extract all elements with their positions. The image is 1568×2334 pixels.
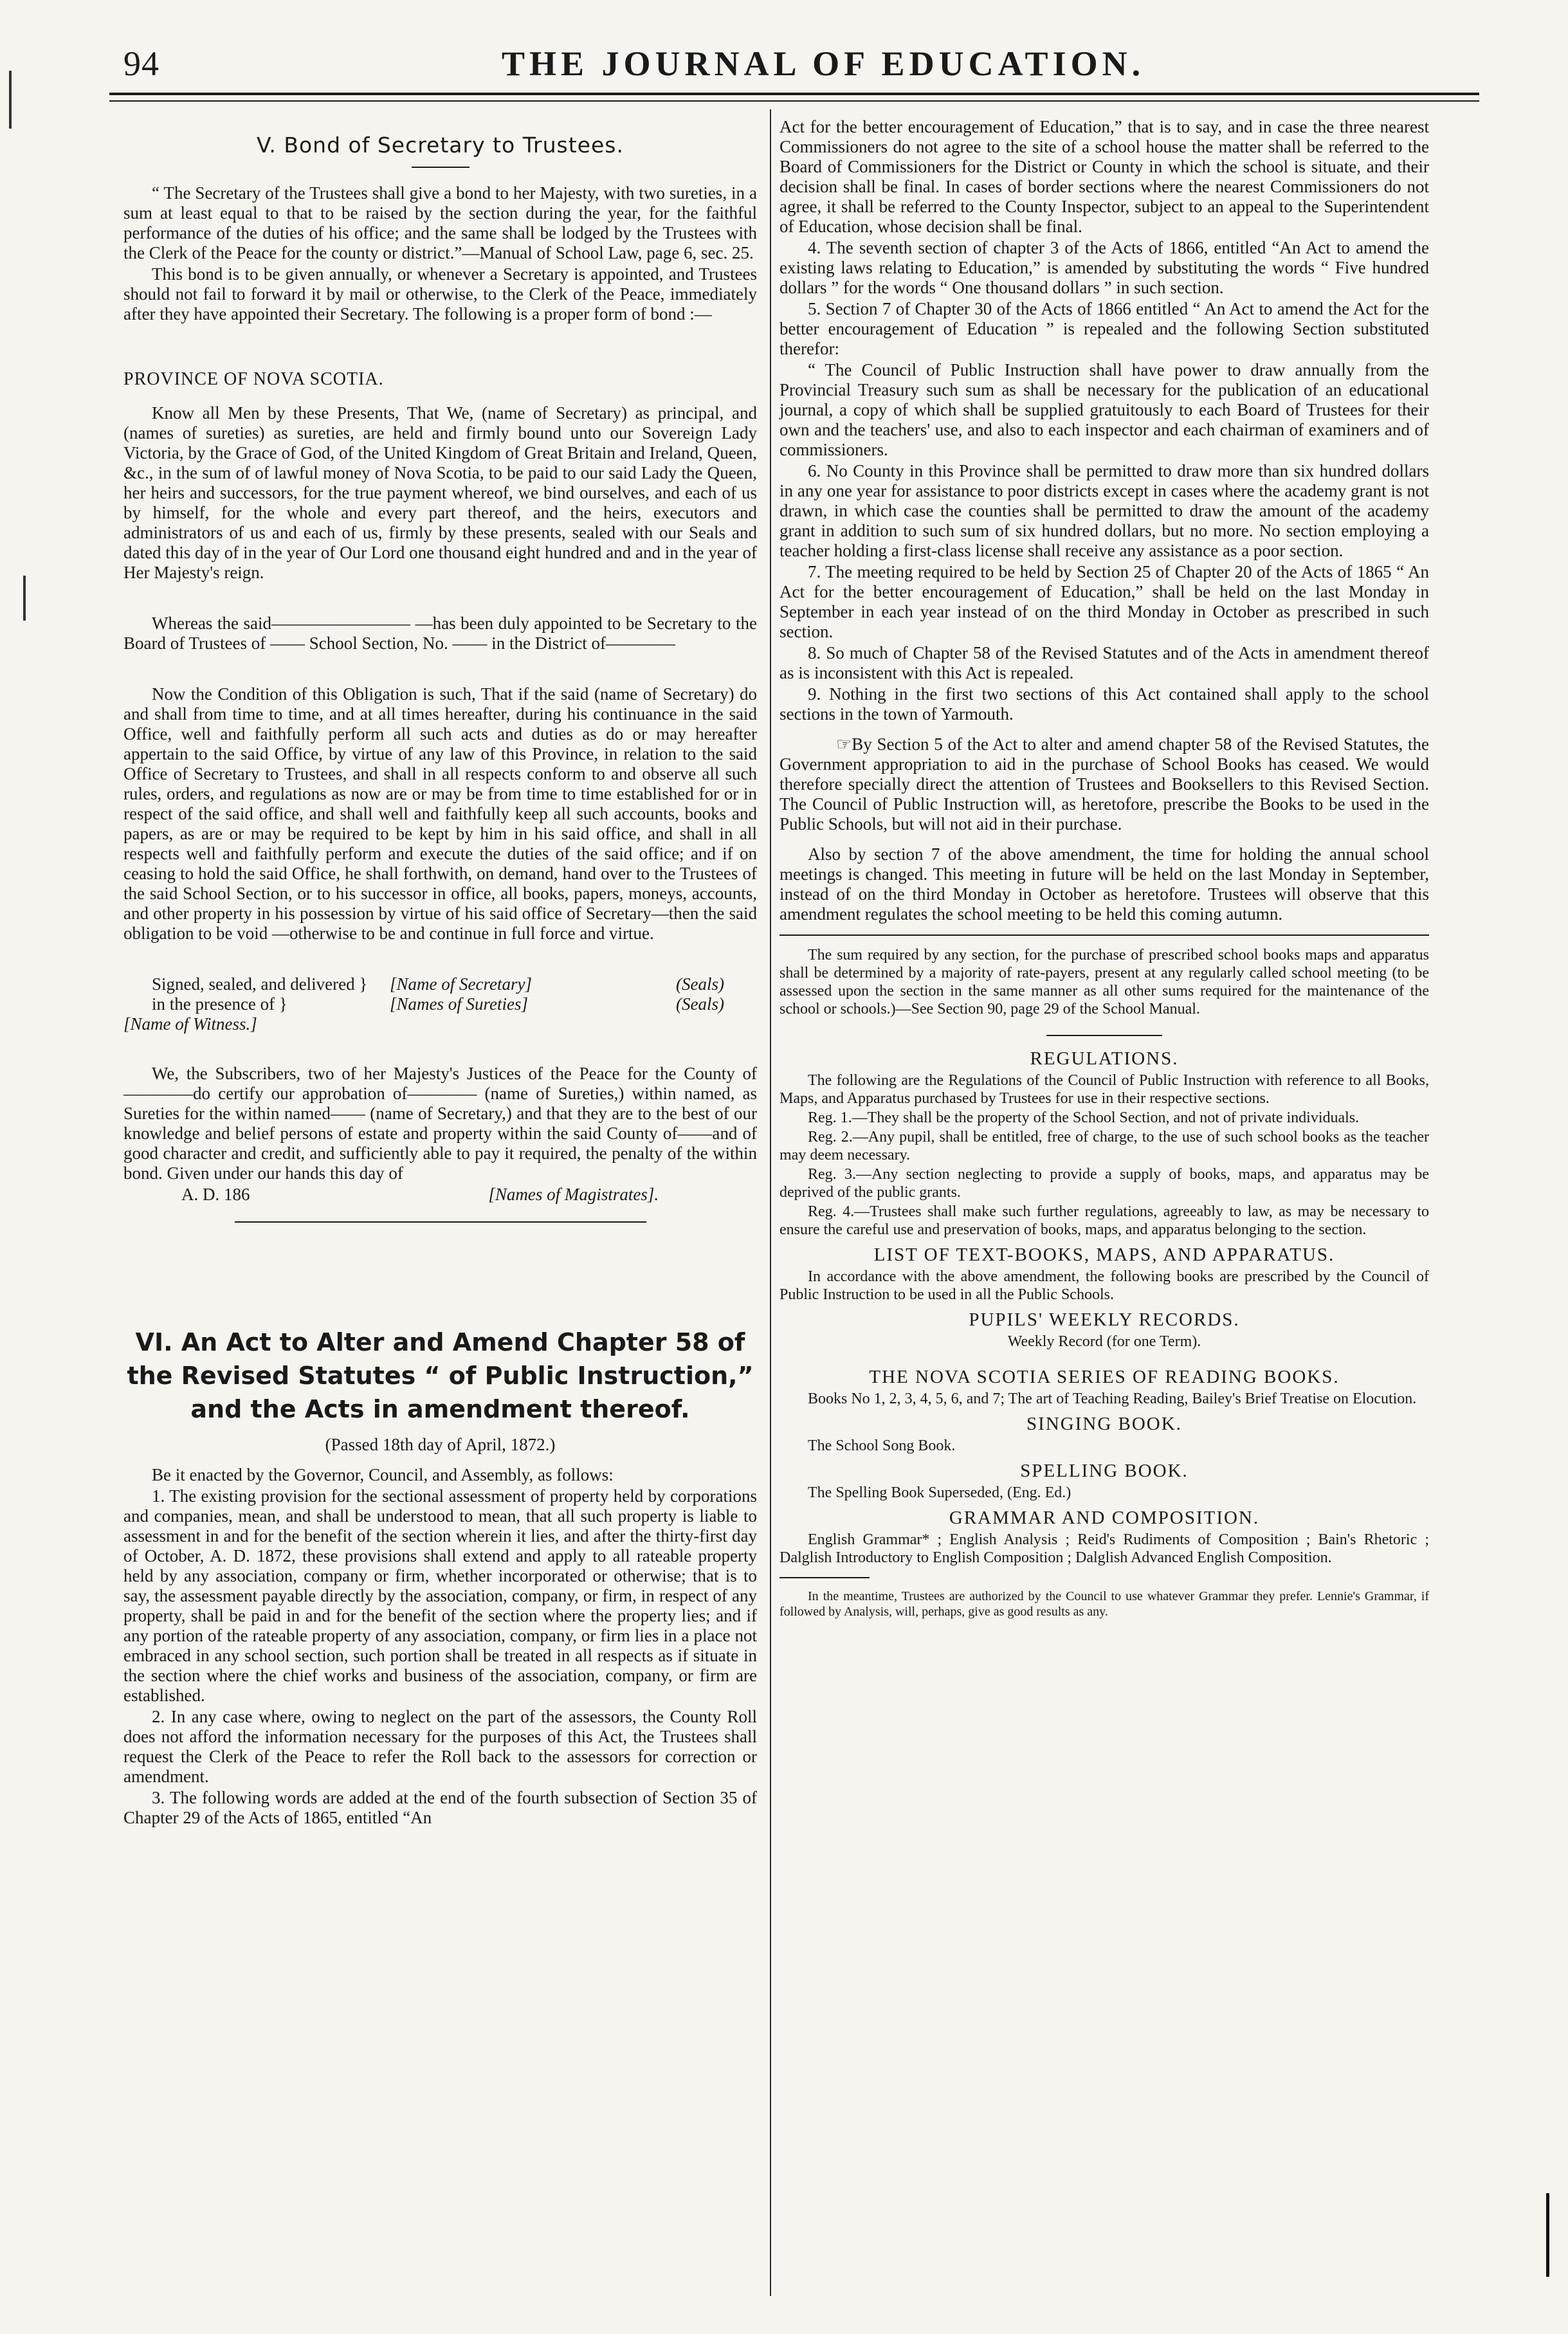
signature-row [123, 1014, 757, 1034]
school-books-notice-text: By Section 5 of the Act to alter and amend chapter 58 of the Revised Statutes, the Government appropriation to aid in the purchase of School Books has ceased. We would therefore specially direct the attention of Trustees and Booksellers to this Revised Section. The Council of Public Instruction will, as heretofore, prescribe the Books to be used in the Public Schools, but will not aid in their purchase. [779, 734, 1429, 834]
scan-margin-mark [9, 71, 12, 129]
header-rule-thick [109, 93, 1479, 95]
column-divider [770, 109, 771, 2296]
footnote-rule [779, 1577, 870, 1578]
witness-name-slot: [Name of Witness.] [123, 1014, 257, 1034]
title-rule [412, 167, 469, 168]
seal-label: (Seals) [676, 974, 724, 994]
running-head: THE JOURNAL OF EDUCATION. [502, 44, 1145, 83]
act-continuation: Act for the better encouragement of Education,” that is to say, and in case the three nearest Commissioners do not agree to the site of a school house the matter shall be referred to the Board of Commissioners for the District or County in which the school is situate, and their decision shall be final. In cases of border sections where the nearest Commissioners do not agree, it shall be referred to the County Inspector, subject to an appeal to the Superintendent of Education, whose decision shall be final. [779, 117, 1429, 236]
singing-book-body: The School Song Book. [808, 1437, 956, 1454]
left-column [123, 116, 757, 1829]
pointing-hand-icon: ☞ [836, 734, 852, 754]
sureties-name-slot: [Names of Sureties] [390, 994, 528, 1014]
act-item-5: 5. Section 7 of Chapter 30 of the Acts of 1866 entitled “ An Act to amend the Act for the better encouragement of Education ” is repealed and the following Section substituted therefor: [779, 299, 1429, 358]
bond-annual-paragraph: This bond is to be given annually, or whenever a Secretary is appointed, and Trustees should not fail to forward it by mail or otherwise, to the Clerk of the Peace, immediately after they have appointed their Secretary. The following is a proper form of bond :— [123, 264, 757, 324]
seal-label: (Seals) [676, 994, 724, 1014]
act-item-6: 6. No County in this Province shall be permitted to draw more than six hundred dollars in any one year for assistance to poor districts except in cases where the academy grant is not drawn, in which case the counties shall be permitted to draw the amount of the academy grant in addition to such sum of six hundred dollars, but no more. No section employing a teacher holding a first-class license shall receive any assistance as a poor section. [779, 461, 1429, 560]
signature-row [123, 994, 757, 1014]
council-quote: “ The Council of Public Instruction shall have power to draw annually from the Provincial Treasury such sum as shall be necessary for the publication of an educational journal, a copy of which shall be supplied gratuitously to each Board of Trustees for their own and the teachers' use, and also to each inspector and each chairman of examiners and of commissioners. [779, 360, 1429, 459]
spelling-book-heading: SPELLING BOOK. [1020, 1461, 1189, 1481]
reading-books-heading: THE NOVA SCOTIA SERIES OF READING BOOKS. [869, 1367, 1340, 1387]
grammar-body: English Grammar* ; English Analysis ; Reid's Rudiments of Composition ; Bain's Rhetoric ; Dalglish Introductory to English Composition ; Dalglish Advanced English Composition. [779, 1531, 1429, 1566]
section-rule [779, 935, 1429, 936]
act-item-4: 4. The seventh section of chapter 3 of the Acts of 1866, entitled “An Act to amend the existing laws relating to Education,” is amended by substituting the words “ Five hundred dollars ” for the words “ One thousand dollars ” in such section. [779, 238, 1429, 297]
section-v-title: V. Bond of Secretary to Trustees. [257, 132, 624, 158]
condition-paragraph: Now the Condition of this Obligation is such, That if the said (name of Secretary) do and shall from time to time, and at all times hereafter, during his continuance in the said Office, well and faithfully perform all such acts and duties as do or may hereafter appertain to the said Office, by virtue of any law of this Province, in relation to the said Office of Secretary to Trustees, and shall in all respects conform to and observe all such rules, orders, and regulations as now are or may be from time to time established for or in respect of the said office, and shall well and faithfully keep all such accounts, books and papers, as are or may be required to be kept by him in his said office, and shall in all respects well and faithfully perform and execute the duties of the said office; and if on ceasing to hold the said Office, he shall forthwith, on demand, hand over to the Trustees of the said School Section, or to his successor in office, all books, papers, moneys, accounts, and other property in his possession by virtue of his said office of Secretary—then the said obligation to be void —otherwise to be and continue in full force and virtue. [123, 684, 757, 943]
singing-book-heading: SINGING BOOK. [1026, 1414, 1182, 1434]
textbook-list-heading: LIST OF TEXT-BOOKS, MAPS, AND APPARATUS. [873, 1244, 1335, 1265]
section-rule [1046, 1035, 1162, 1036]
regulation-1: Reg. 1.—They shall be the property of the School Section, and not of private individuals. [808, 1109, 1360, 1126]
subscribers-paragraph: We, the Subscribers, two of her Majesty's Justices of the Peace for the County of————do certify our approbation of———— (name of Sureties,) within named, as Sureties for the within named—— (name of Secretary,) and that they are to the best of our knowledge and belief persons of estate and property within the said County of——and of good character and credit, and sufficiently able to pay it required, the penalty of the within bond. Given under our hands this day of [123, 1064, 757, 1183]
regulation-4: Reg. 4.—Trustees shall make such further regulations, agreeably to law, as may be necessary to ensure the careful use and preservation of books, maps, and apparatus belonging to the section. [779, 1203, 1429, 1238]
act-item-2: 2. In any case where, owing to neglect on the part of the assessors, the County Roll does not afford the information necessary for the purposes of this Act, the Trustees shall request the Clerk of the Peace to refer the Roll back to the assessors for correction or amendment. [123, 1707, 757, 1786]
pupils-records-body: Weekly Record (for one Term). [1007, 1333, 1201, 1350]
page-number: 94 [123, 44, 160, 83]
textbook-list-intro: In accordance with the above amendment, the following books are prescribed by the Council of Public Instruction to be used in all the Public Schools. [779, 1268, 1429, 1303]
right-column [779, 117, 1429, 1621]
act-item-1: 1. The existing provision for the sectional assessment of property held by corporations and companies, mean, and shall be understood to mean, that all such property is liable to assessment in and for the benefit of the section wherein it lies, and after the thirty-first day of October, A. D. 1872, these provisions shall extend and apply to all rateable property held by any association, company or firm, whether incorporated or otherwise; that is to say, the assessment payable directly by the association, company, or firm, in respect of any property, shall be paid in and for the benefit of the section where the property lies; and if any portion of the rateable property of any association, company, or firm lies in a place not embraced in any school section, such portion shall be treated in all respects as if situate in the section where the chief works and business of the association, company, or firm are established. [123, 1486, 757, 1705]
magistrates-name-slot: [Names of Magistrates]. [488, 1185, 659, 1204]
school-books-notice [779, 734, 1429, 834]
magistrates-row [123, 1185, 757, 1205]
enacted-clause: Be it enacted by the Governor, Council, and Assembly, as follows: [152, 1465, 614, 1484]
meeting-change-notice: Also by section 7 of the above amendment, the time for holding the annual school meetings is changed. This meeting in future will be held on the last Monday in September, instead of on the third Monday in October as heretofore. Trustees will observe that this amendment regulates the school meeting to be held this coming autumn. [779, 844, 1429, 924]
grammar-footnote: In the meantime, Trustees are authorized by the Council to use whatever Grammar they prefer. Lennie's Grammar, if followed by Analysis, will, perhaps, give as good results as any. [779, 1589, 1429, 1619]
act-item-8: 8. So much of Chapter 58 of the Revised Statutes and of the Acts in amendment thereof as is inconsistent with this Act is repealed. [779, 643, 1429, 682]
scan-margin-mark [23, 576, 26, 621]
act-item-7: 7. The meeting required to be held by Section 25 of Chapter 20 of the Acts of 1865 “ An Act for the better encouragement of Education,” shall be held on the last Monday in September in each year instead of on the third Monday in October as prescribed in such section. [779, 562, 1429, 641]
act-item-9: 9. Nothing in the first two sections of this Act contained shall apply to the school sections in the town of Yarmouth. [779, 684, 1429, 724]
regulation-3: Reg. 3.—Any section neglecting to provide a supply of books, maps, and apparatus may be deprived of the public grants. [779, 1166, 1429, 1201]
purchase-sum-note: The sum required by any section, for the purchase of prescribed school books maps and apparatus shall be determined by a majority of rate-payers, present at any regularly called school meeting (to be assessed upon the section in the same manner as all other sums required for the maintenance of the school or schools.)—See Section 90, page 29 of the School Manual. [779, 947, 1429, 1017]
act-item-3: 3. The following words are added at the end of the fourth subsection of Section 35 of Chapter 29 of the Acts of 1865, entitled “An [123, 1788, 757, 1827]
signature-row [123, 974, 757, 994]
signed-sealed-label: Signed, sealed, and delivered } [152, 974, 368, 994]
grammar-heading: GRAMMAR AND COMPOSITION. [949, 1508, 1260, 1528]
secretary-name-slot: [Name of Secretary] [390, 974, 532, 994]
whereas-paragraph: Whereas the said———————— —has been duly appointed to be Secretary to the Board of Trustees of —— School Section, No. —— in the District of———— [123, 614, 757, 653]
section-rule [235, 1221, 646, 1223]
scan-edge-mark [1546, 2193, 1549, 2277]
section-vi-title: VI. An Act to Alter and Amend Chapter 58 of the Revised Statutes “ of Public Instruction,” and the Acts in amendment thereof. [127, 1328, 754, 1423]
reading-books-body: Books No 1, 2, 3, 4, 5, 6, and 7; The art of Teaching Reading, Bailey's Brief Treatise on Elocution. [808, 1390, 1417, 1407]
regulations-heading: REGULATIONS. [1030, 1048, 1179, 1069]
know-all-paragraph: Know all Men by these Presents, That We, (name of Secretary) as principal, and (names of sureties) as sureties, are held and firmly bound unto our Sovereign Lady Victoria, by the Grace of God, of the United Kingdom of Great Britain and Ireland, Queen, &c., in the sum of of lawful money of Nova Scotia, to be paid to our said Lady the Queen, her heirs and successors, for the true payment whereof, we bind ourselves, and each of us by himself, for the whole and every part thereof, and the heirs, executors and administrators of us and each of us, firmly by these presents, sealed with our Seals and dated this day of in the year of Our Lord one thousand eight hundred and and in the year of Her Majesty's reign. [123, 403, 757, 582]
header-rule-thin [109, 100, 1479, 102]
presence-label: in the presence of } [152, 994, 287, 1014]
regulations-intro: The following are the Regulations of the Council of Public Instruction with reference to all Books, Maps, and Apparatus purchased by Trustees for use in their respective sections. [779, 1072, 1429, 1107]
regulation-2: Reg. 2.—Any pupil, shall be entitled, free of charge, to the use of such school books as the teacher may deem necessary. [779, 1129, 1429, 1163]
spelling-book-body: The Spelling Book Superseded, (Eng. Ed.) [808, 1484, 1071, 1501]
province-heading: PROVINCE OF NOVA SCOTIA. [123, 369, 384, 389]
pupils-records-heading: PUPILS' WEEKLY RECORDS. [969, 1309, 1240, 1330]
bond-quote: “ The Secretary of the Trustees shall give a bond to her Majesty, with two sureties, in a sum at least equal to that to be raised by the section during the year, for the faithful performance of the duties of his office; and the same shall be lodged by the Trustees with the Clerk of the Peace for the county or district.”—Manual of School Law, page 6, sec. 25. [123, 183, 757, 262]
passed-date: (Passed 18th day of April, 1872.) [325, 1435, 556, 1454]
ad-date-slot: A. D. 186 [181, 1185, 250, 1204]
